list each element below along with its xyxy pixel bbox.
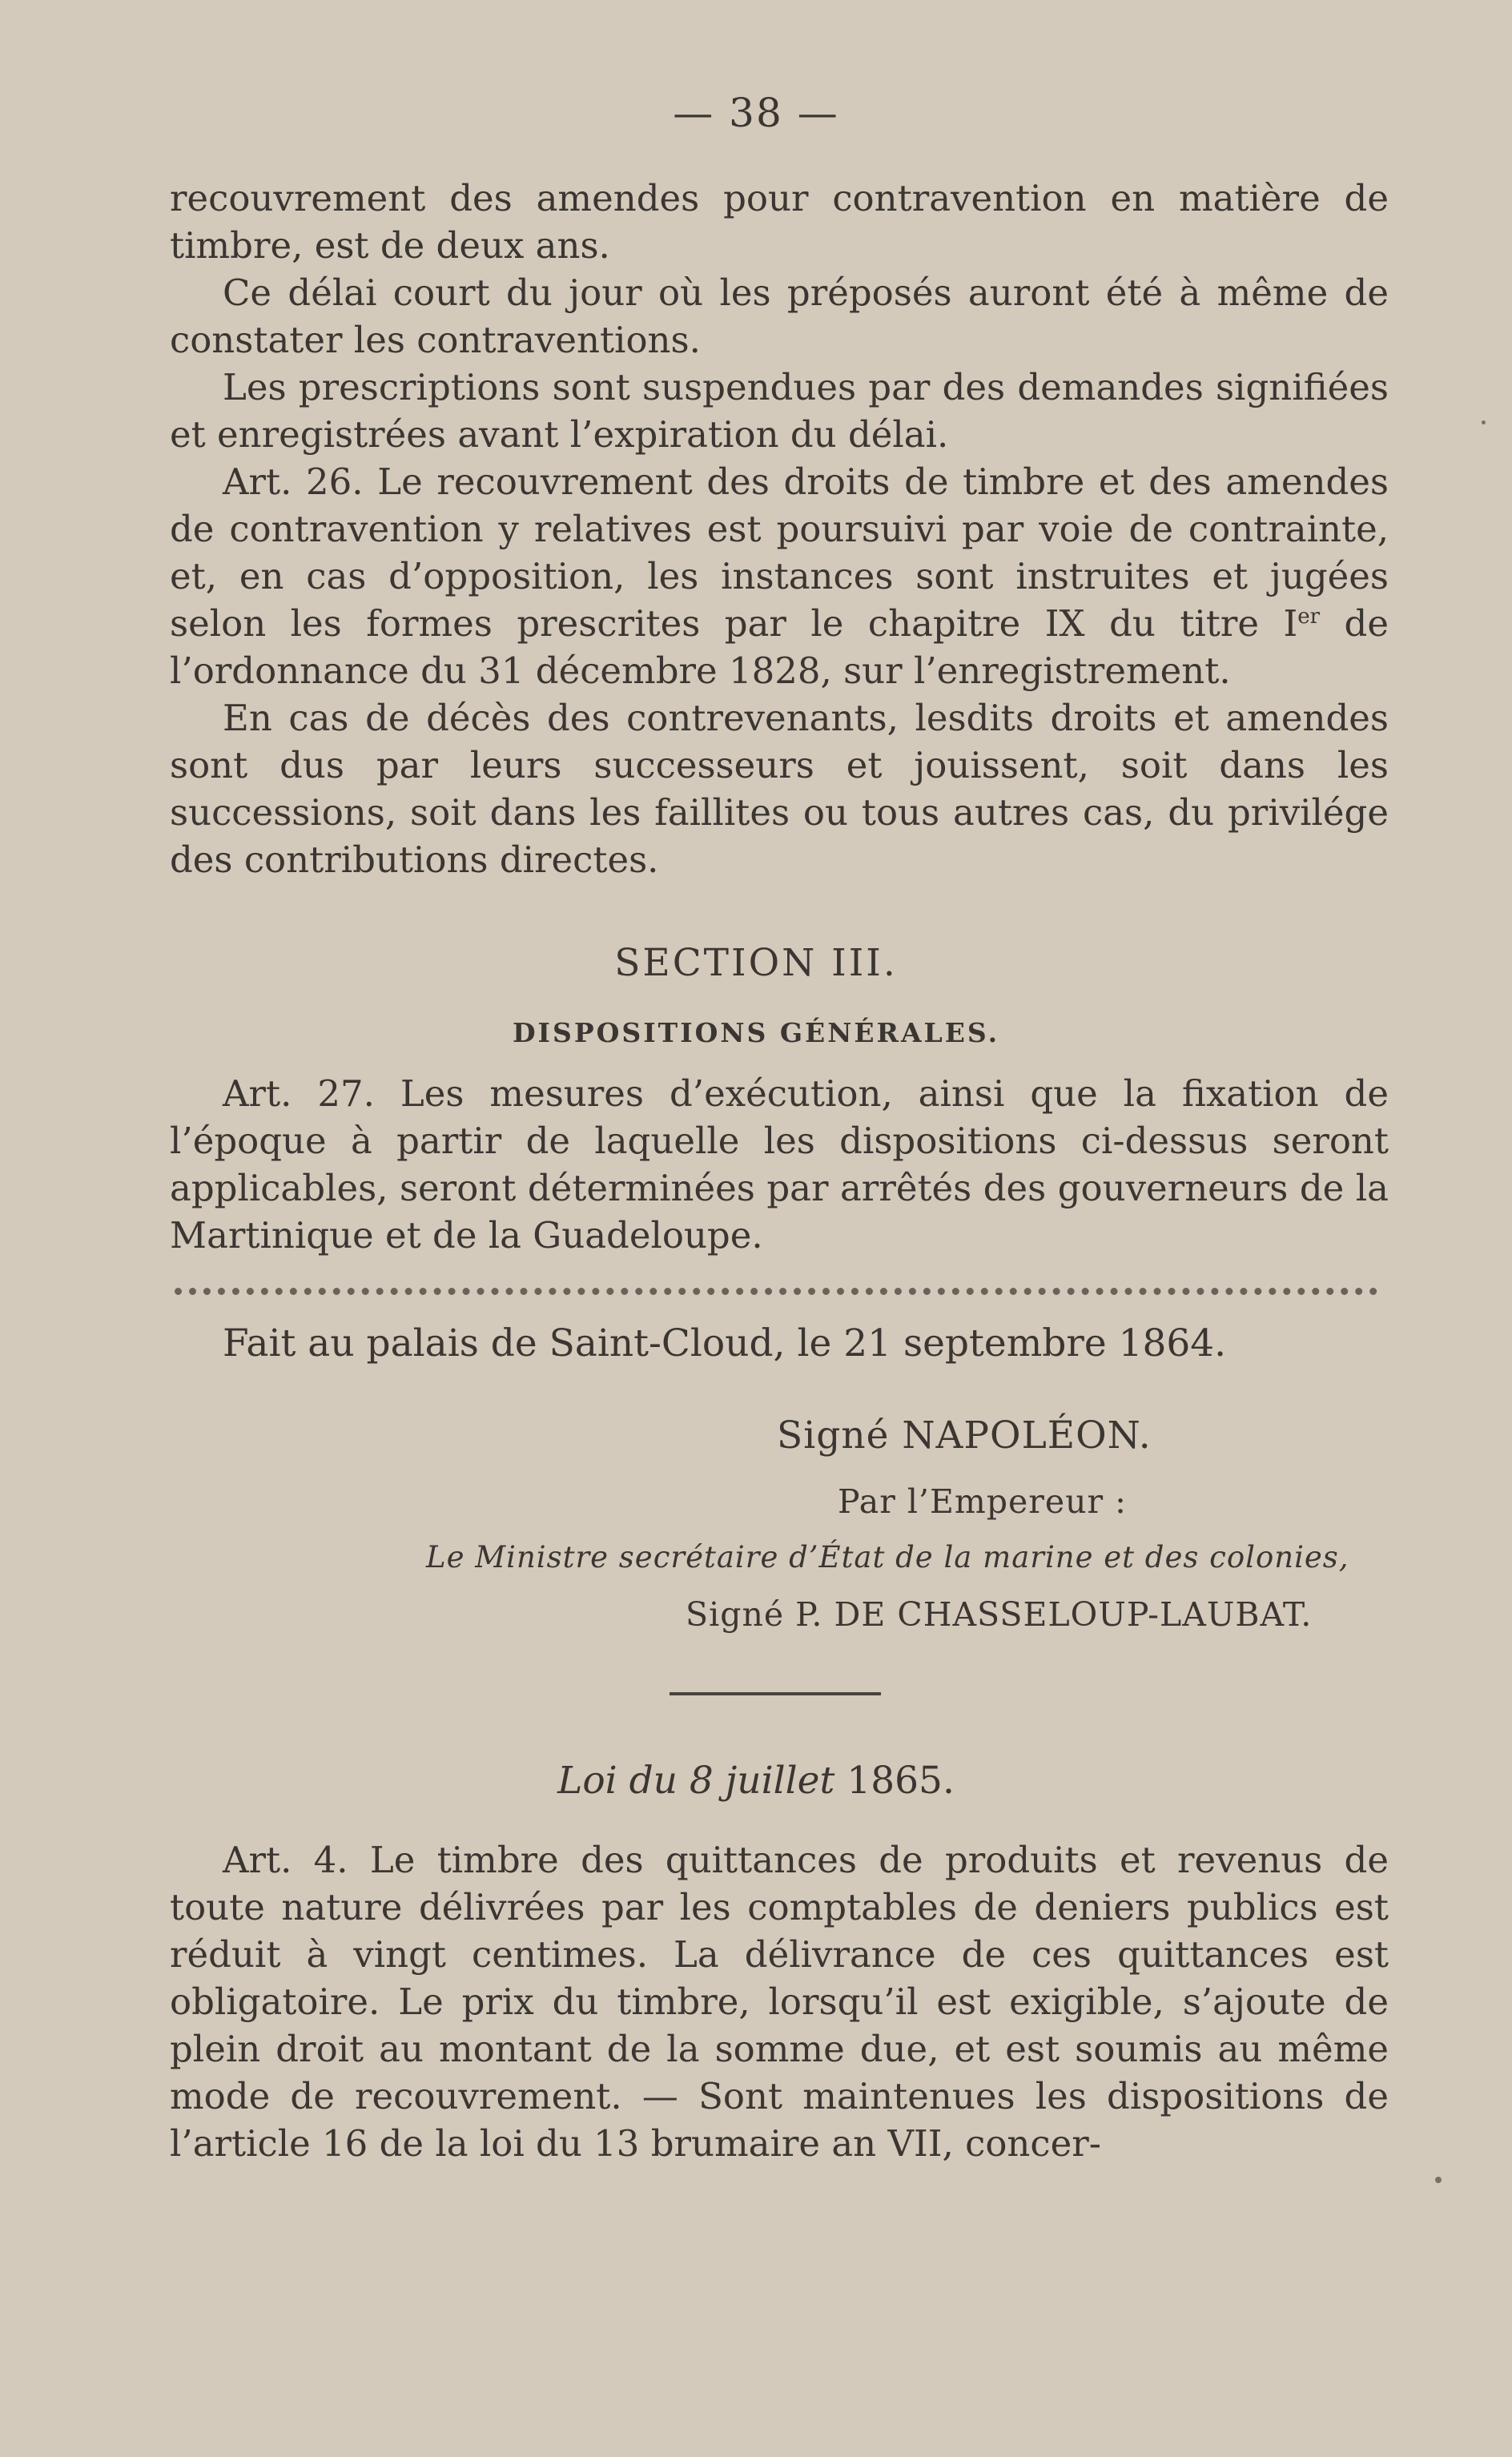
separator-rule (670, 1692, 881, 1695)
paragraph: En cas de décès des contrevenants, lesdits droits et amendes sont dus par leurs successeurs et jouissent, soit dans les successions, soit dans les faillites ou tous autres cas, du privilége des contributions directes. (170, 697, 1389, 881)
date-line: Fait au palais de Saint-Cloud, le 21 septembre 1864. (223, 1321, 1227, 1365)
paragraph: Les prescriptions sont suspendues par des demandes signifiées et enregistrées avant l’expiration du délai. (170, 366, 1389, 456)
signature-chasseloup: Signé P. DE CHASSELOUP-LAUBAT. (686, 1595, 1313, 1634)
signature-napoleon: Signé NAPOLÉON. (777, 1413, 1152, 1458)
art-26-text-end: de l’ordonnance du 31 décembre 1828, sur l’enregistrement. (170, 602, 1389, 692)
superscript-er: er (1297, 605, 1321, 629)
art-26-text: Art. 26. Le recouvrement des droits de timbre et des amendes de contravention y relatives est poursuivi par voie de contrainte, et, en cas d’opposition, les instances sont instruites et jugées selon les formes prescrites par le chapitre IX du titre I (170, 460, 1389, 645)
loi-title (0, 1759, 1512, 1803)
par-empereur: Par l’Empereur : (838, 1482, 1127, 1521)
dotted-separator (175, 1288, 1377, 1295)
loi-title-year: 1865. (846, 1759, 955, 1803)
paper-speck (1435, 2177, 1442, 2183)
section-subtitle: DISPOSITIONS GÉNÉRALES. (512, 1017, 1000, 1048)
section-title: SECTION III. (614, 941, 898, 985)
paragraph-art-27: Art. 27. Les mesures d’exécution, ainsi que la fixation de l’époque à partir de laquelle les dispositions ci-dessus seront applicables, seront déterminées par arrêtés des gouverneurs de la Martinique et de la Guadeloupe. (170, 1072, 1389, 1257)
loi-title-prefix: Loi du 8 juillet (557, 1759, 835, 1803)
page-number: — 38 — (673, 90, 839, 136)
paragraph-art-4: Art. 4. Le timbre des quittances de produits et revenus de toute nature délivrées par les comptables de deniers publics est réduit à vingt centimes. La délivrance de ces quittances est obligatoire. Le prix du timbre, lorsqu’il est exigible, s’ajoute de plein droit au montant de la somme due, et est soumis au même mode de recouvrement. — Sont maintenues les dispositions de l’article 16 de la loi du 13 brumaire an VII, concer- (170, 1839, 1389, 2165)
text-block-dispositions (170, 1070, 1389, 1259)
paper-speck (1482, 420, 1486, 424)
paragraph: recouvrement des amendes pour contravention en matière de timbre, est de deux ans. (170, 177, 1389, 267)
minister-title: Le Ministre secrétaire d’État de la marine et des colonies, (426, 1540, 1349, 1574)
paragraph-art-26 (170, 458, 1389, 694)
paragraph: Ce délai court du jour où les préposés auront été à même de constater les contraventions. (170, 271, 1389, 361)
text-block-timbre (170, 175, 1389, 883)
text-block-loi (170, 1836, 1389, 2167)
